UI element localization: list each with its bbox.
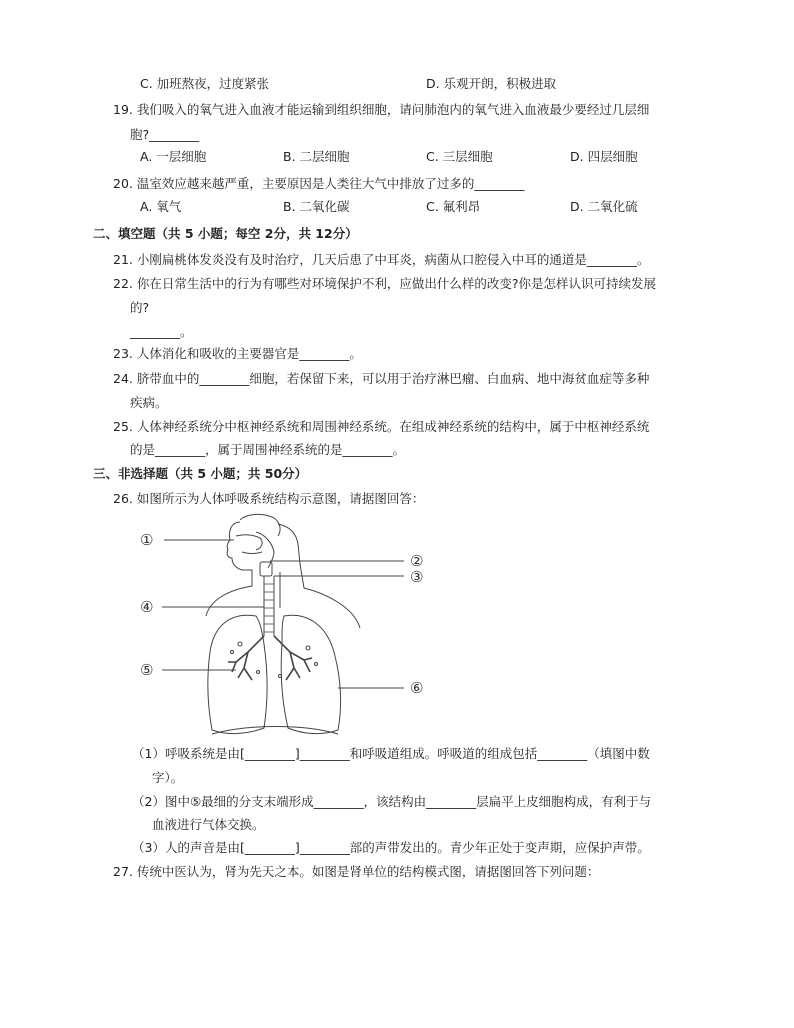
q22-stem-line1: 22. 你在日常生活中的行为有哪些对环境保护不利，应做出什么样的改变?你是怎样认识可持续发展: [113, 276, 656, 291]
diagram-label-2: ②: [410, 552, 424, 570]
q19-option-a: A. 一层细胞: [140, 149, 207, 164]
q19-stem-line2: 胞?________: [130, 127, 200, 142]
diagram-label-6: ⑥: [410, 679, 424, 697]
diagram-label-5: ⑤: [140, 661, 154, 679]
respiratory-system-diagram: [128, 512, 440, 744]
diagram-label-1: ①: [140, 531, 154, 549]
q24-stem-line2: 疾病。: [130, 395, 168, 410]
q18-option-c: C. 加班熬夜，过度紧张: [140, 76, 270, 91]
q24-stem-line1: 24. 脐带血中的________细胞，若保留下来，可以用于治疗淋巴瘤、白血病、地中海贫血症等多种: [113, 371, 650, 386]
q25-stem-line1: 25. 人体神经系统分中枢神经系统和周围神经系统。在组成神经系统的结构中，属于中枢神经系统: [113, 419, 650, 434]
q22-stem-line2: 的?: [130, 300, 150, 315]
q20-option-c: C. 氟利昂: [426, 199, 481, 214]
q26-sub2-line1: （2）图中⑤最细的分支末端形成________，该结构由________层扁平上皮细胞构成，有利于与: [132, 794, 652, 809]
q20-stem: 20. 温室效应越来越严重，主要原因是人类往大气中排放了过多的________: [113, 176, 525, 191]
q20-option-a: A. 氧气: [140, 199, 182, 214]
q27-stem: 27. 传统中医认为，肾为先天之本。如图是肾单位的结构模式图，请据图回答下列问题：: [113, 864, 600, 879]
q18-option-d: D. 乐观开朗，积极进取: [426, 76, 557, 91]
q20-option-b: B. 二氧化碳: [283, 199, 350, 214]
q26-stem: 26. 如图所示为人体呼吸系统结构示意图，请据图回答：: [113, 491, 425, 506]
section2-title: 二、填空题（共 5 小题；每空 2分，共 12分）: [93, 226, 358, 241]
q21-stem: 21. 小刚扁桃体发炎没有及时治疗，几天后患了中耳炎，病菌从口腔侵入中耳的通道是________。: [113, 252, 650, 267]
q26-sub1-line2: 字）。: [152, 770, 184, 785]
q23-stem: 23. 人体消化和吸收的主要器官是________。: [113, 346, 362, 361]
q26-sub3-line1: （3）人的声音是由[________]________部的声带发出的。青少年正处于变声期，应保护声带。: [132, 840, 650, 855]
q25-stem-line2: 的是________，属于周围神经系统的是________。: [130, 442, 406, 457]
diagram-label-4: ④: [140, 598, 154, 616]
q26-sub1-line1: （1）呼吸系统是由[________]________和呼吸道组成。呼吸道的组成包括________（填图中数: [132, 746, 650, 761]
q19-option-c: C. 三层细胞: [426, 149, 493, 164]
q20-option-d: D. 二氧化硫: [570, 199, 638, 214]
q19-option-d: D. 四层细胞: [570, 149, 638, 164]
q26-sub2-line2: 血液进行气体交换。: [152, 817, 265, 832]
section3-title: 三、非选择题（共 5 小题；共 50分）: [93, 466, 308, 481]
diagram-label-3: ③: [410, 568, 424, 586]
q22-answer-blank: ________。: [130, 324, 193, 339]
q19-stem-line1: 19. 我们吸入的氧气进入血液才能运输到组织细胞，请问肺泡内的氧气进入血液最少要经过几层细: [113, 102, 650, 117]
q19-option-b: B. 二层细胞: [283, 149, 350, 164]
